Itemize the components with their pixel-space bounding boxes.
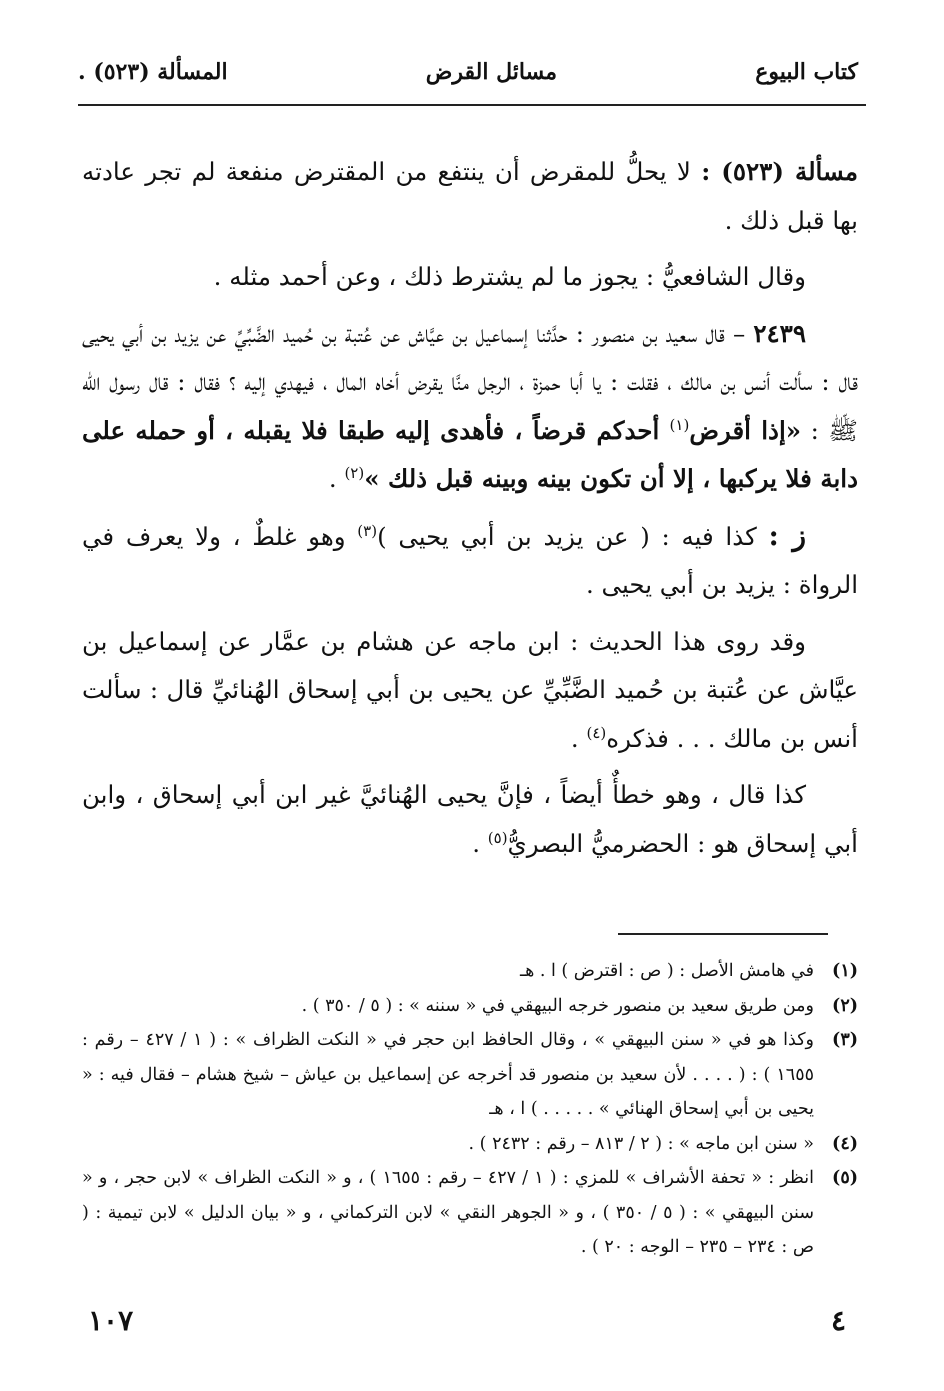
footnote-number: (٤) [832,1133,858,1154]
footnote-ref-1[interactable]: (١) [669,415,690,434]
issue-lead: مسألة (٥٢٣) : [701,157,858,186]
zay-text-a: كذا فيه : ( عن يزيد بن أبي يحيى ) [377,521,769,551]
footnote-item [82,1127,858,1162]
correction-text: كذا قال ، وهو خطأٌ أيضاً ، فإنَّ يحيى الهُنائيَّ غير ابن أبي إسحاق ، وابن أبي إسحاق هو : الحضرميُّ البصريُّ [82,780,858,858]
ibn-majah-paragraph [82,618,858,764]
issue-statement [82,148,858,245]
zay-paragraph [82,512,858,610]
footnote-number: (١) [832,961,858,981]
shafii-opinion [82,253,858,302]
hadith-chain: – قال سعيد بن منصور : حدَّثنا إسماعيل بن عيَّاش عن عُتبة بن حُميد الضَّبِّيِّ عن يزيد بن أبي يحيى قال : سألت أنس بن مالك ، فقلت : يا أبا حمزة ، الرجل منَّا يقرض أخاه المال ، فيهدي إليه ؟ فقال : قال رسول الله ﷺ : [82,318,858,445]
correction-end: . [472,828,488,858]
book-title: كتاب البيوع [755,59,858,85]
footnote-text: « سنن ابن ماجه » : ( ٢ / ٨١٣ – رقم : ٢٤٣٢ ) . [468,1133,814,1154]
footnote-text: انظر : « تحفة الأشراف » للمزي : ( ١ / ٤٢٧ – رقم : ١٦٥٥ ) ، و « النكت الظراف » لابن حجر ، و « سنن البيهقي » : ( ٥ / ٣٥٠ ) ، و « الجوهر النقي » لابن التركماني ، و « بيان الدليل » لابن تيمية : ( ص : ٢٣٤ – ٢٣٥ – الوجه : ٢٠ ) . [82,1168,814,1257]
correction-paragraph [82,771,858,868]
zay-lead: ز : [768,518,806,552]
hadith-text-start: «إذا أقرض [689,415,802,445]
ibn-majah-text: وقد روى هذا الحديث : ابن ماجه عن هشام بن عمَّار عن إسماعيل بن عيَّاش عن عُتبة بن حُميد الضَّبِّيِّ عن يحيى بن أبي إسحاق الهُنائيِّ قال : سألت أنس بن مالك . . . فذكره [82,626,858,753]
footnote-ref-3[interactable]: (٣) [357,521,378,540]
footnote-number: (٥) [832,1168,858,1188]
running-header [78,52,858,92]
footnote-item [82,954,858,989]
chapter-title: مسائل القرض [425,59,558,85]
hadith-end: . [328,464,345,493]
footnote-number: (٢) [832,995,858,1016]
hadith-number: ٢٤٣٩ [753,318,806,348]
page-footer [88,1300,846,1340]
ibn-majah-end: . [570,723,587,753]
footnote-ref-4[interactable]: (٤) [586,723,607,742]
shafii-text: وقال الشافعيُّ : يجوز ما لم يشترط ذلك ، وعن أحمد مثله . [213,262,806,291]
footnote-rule [618,933,828,935]
page-number: ١٠٧ [88,1303,134,1337]
hadith-paragraph [82,310,858,504]
footnote-ref-5[interactable]: (٥) [487,828,508,847]
footnotes [82,954,858,1265]
header-rule [78,104,866,106]
hadith-text-body: أحدكم قرضاً ، فأهدى إليه طبقا فلا يقبله ، أو حمله على دابة فلا يركبها ، إلا أن تكون بينه وبينه قبل ذلك » [82,415,858,493]
footnote-text: في هامش الأصل : ( ص : اقترض ) ا . هـ [519,961,814,981]
footnote-item [82,1161,858,1265]
footnote-number: (٣) [832,1030,858,1050]
footnote-ref-2[interactable]: (٢) [344,463,365,482]
zay-text-b: وهو غلطٌ ، ولا يعرف في الرواة : يزيد بن أبي يحيى . [82,521,858,599]
footnote-text: وكذا هو في « سنن البيهقي » ، وقال الحافظ ابن حجر في « النكت الظراف » : ( ١ / ٤٢٧ – رقم : ١٦٥٥ ) : ( . . . . لأن سعيد بن منصور قد أخرجه عن إسماعيل بن عياش – شيخ هشام – فقال فيه : « يحيى بن أبي إسحاق الهنائي » . . . . . ) ا ، هـ [82,1030,814,1119]
footnote-item [82,1023,858,1127]
footnote-text: ومن طريق سعيد بن منصور خرجه البيهقي في « سننه » : ( ٥ / ٣٥٠ ) . [301,995,814,1016]
issue-text: لا يحلُّ للمقرض أن ينتفع من المقترض منفعة لم تجر عادته بها قبل ذلك . [82,157,858,235]
footnote-item [82,989,858,1024]
main-text [82,148,858,876]
issue-label: المسألة (٥٢٣) . [78,59,228,85]
volume-number: ٤ [830,1303,846,1337]
